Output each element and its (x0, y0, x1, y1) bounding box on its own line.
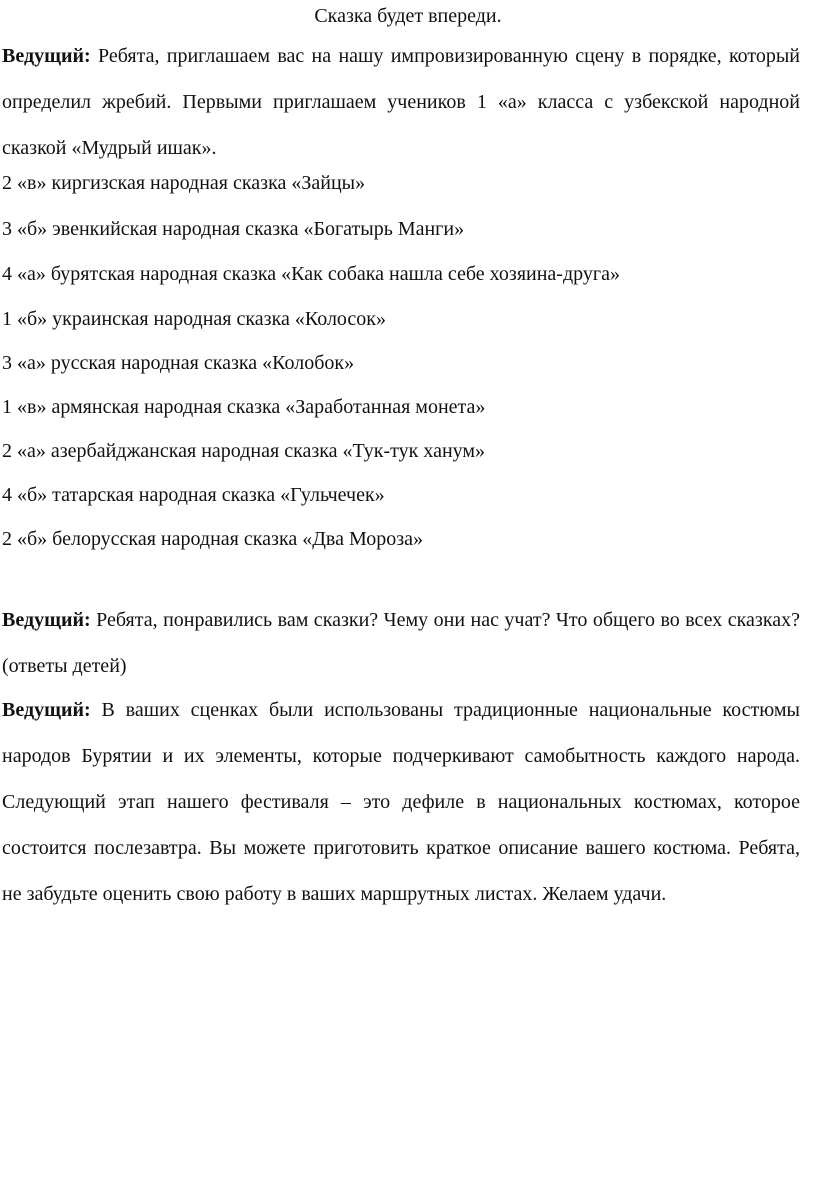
tale-item: 3 «а» русская народная сказка «Колобок» (2, 352, 355, 374)
tale-item: 3 «б» эвенкийская народная сказка «Богатырь Манги» (2, 218, 465, 240)
question-text: Ребята, понравились вам сказки? Чему они нас учат? Что общего во всех сказках? (ответы детей) (2, 609, 800, 677)
tale-item: 1 «б» украинская народная сказка «Колосок» (2, 308, 387, 330)
intro-paragraph (2, 33, 800, 171)
closing-paragraph (2, 687, 800, 917)
document-title: Сказка будет впереди. (314, 5, 502, 27)
speaker-label: Ведущий: (2, 45, 91, 67)
tale-item: 2 «а» азербайджанская народная сказка «Тук-тук ханум» (2, 440, 486, 462)
tale-item: 4 «а» бурятская народная сказка «Как собака нашла себе хозяина-друга» (2, 263, 620, 285)
speaker-label: Ведущий: (2, 699, 91, 721)
tale-item: 2 «в» киргизская народная сказка «Зайцы» (2, 172, 366, 194)
intro-text: Ребята, приглашаем вас на нашу импровизированную сцену в порядке, который определил жребий. Первыми приглашаем учеников 1 «а» класса с узбекской народной сказкой «Мудрый ишак». (2, 45, 800, 159)
question-paragraph (2, 597, 800, 689)
closing-text: В ваших сценках были использованы традиционные национальные костюмы народов Бурятии и их элементы, которые подчеркивают самобытность каждого народа. Следующий этап нашего фестиваля – это дефиле в национальных костюмах, которое состоится послезавтра. Вы можете приготовить краткое описание вашего костюма. Ребята, не забудьте оценить свою работу в ваших маршрутных листах. Желаем удачи. (2, 699, 800, 905)
speaker-label: Ведущий: (2, 609, 91, 631)
tale-item: 4 «б» татарская народная сказка «Гульчечек» (2, 484, 385, 506)
tale-item: 1 «в» армянская народная сказка «Заработанная монета» (2, 396, 486, 418)
tale-item: 2 «б» белорусская народная сказка «Два Мороза» (2, 528, 424, 550)
